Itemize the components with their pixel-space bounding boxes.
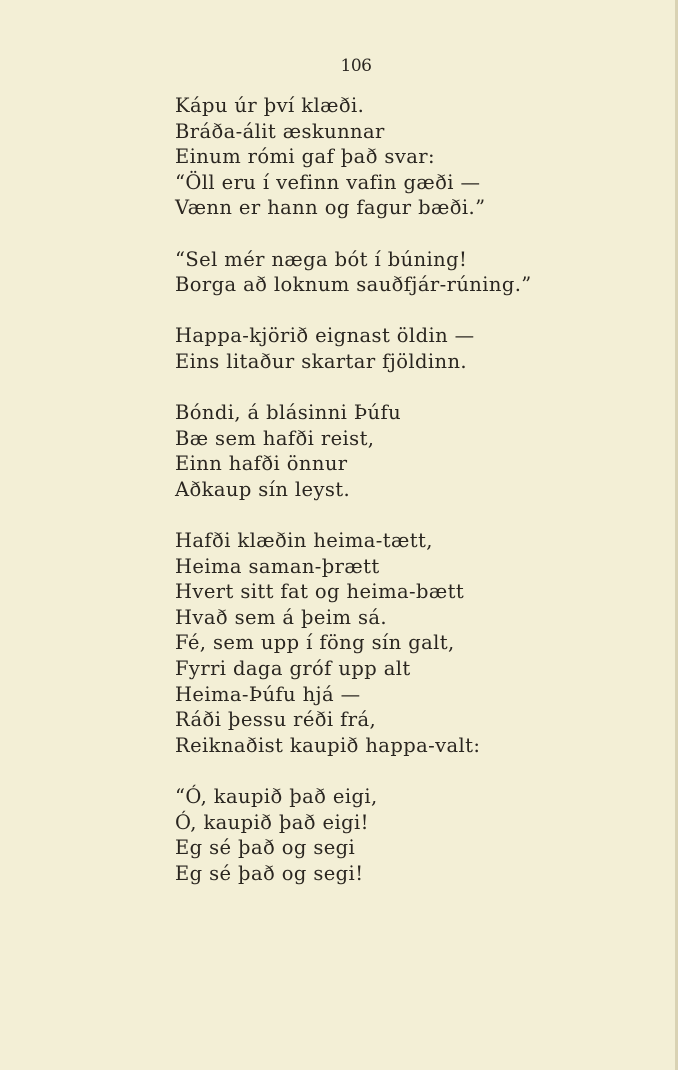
page-number: 106	[340, 56, 372, 76]
stanza	[175, 247, 532, 298]
stanza-gap	[175, 298, 532, 324]
poem-line: Eins litaður skartar fjöldinn.	[175, 349, 468, 373]
poem-line: Kápu úr því klæði.	[175, 94, 365, 117]
stanza	[175, 528, 532, 758]
stanza-gap	[175, 375, 532, 401]
stanza-gap	[175, 758, 532, 784]
poem-body	[175, 93, 532, 886]
poem-line: Ó, kaupið það eigi!	[175, 810, 369, 834]
poem-line: Ráði þessu réði frá,	[175, 708, 377, 732]
poem-line: Heima-Þúfu hjá —	[175, 682, 361, 706]
stanza	[175, 784, 532, 886]
poem-line: Einum rómi gaf það svar:	[175, 145, 435, 169]
poem-line: “Sel mér næga bót í búning!	[175, 247, 468, 271]
stanza	[175, 323, 532, 374]
poem-line: Vænn er hann og fagur bæði.”	[175, 196, 486, 220]
poem-line: Hafði klæðin heima-tætt,	[175, 529, 433, 553]
poem-line: Hvert sitt fat og heima-bætt	[175, 580, 465, 604]
poem-line: Eg sé það og segi!	[175, 861, 364, 885]
poem-line: Fé, sem upp í föng sín galt,	[175, 631, 455, 655]
poem-line: Happa-kjörið eignast öldin —	[175, 324, 475, 348]
poem-line: Fyrri daga gróf upp alt	[175, 657, 411, 681]
poem-line: Reiknaðist kaupið happa-valt:	[175, 733, 481, 757]
poem-line: Einn hafði önnur	[175, 452, 348, 476]
stanza-gap	[175, 221, 532, 247]
poem-line: Heima saman-þrætt	[175, 554, 380, 578]
poem-line: Eg sé það og segi	[175, 836, 356, 860]
stanza-gap	[175, 503, 532, 529]
poem-line: Bóndi, á blásinni Þúfu	[175, 401, 402, 425]
stanza	[175, 400, 532, 502]
stanza	[175, 93, 532, 221]
poem-line: Bráða-álit æskunnar	[175, 119, 385, 143]
poem-line: “Ó, kaupið það eigi,	[175, 785, 378, 809]
poem-line: Bæ sem hafði reist,	[175, 426, 375, 450]
poem-line: Hvað sem á þeim sá.	[175, 605, 388, 629]
poem-line: Aðkaup sín leyst.	[175, 477, 351, 501]
poem-line: Borga að loknum sauðfjár-rúning.”	[175, 273, 532, 297]
poem-line: “Öll eru í vefinn vafin gæði —	[175, 170, 481, 194]
